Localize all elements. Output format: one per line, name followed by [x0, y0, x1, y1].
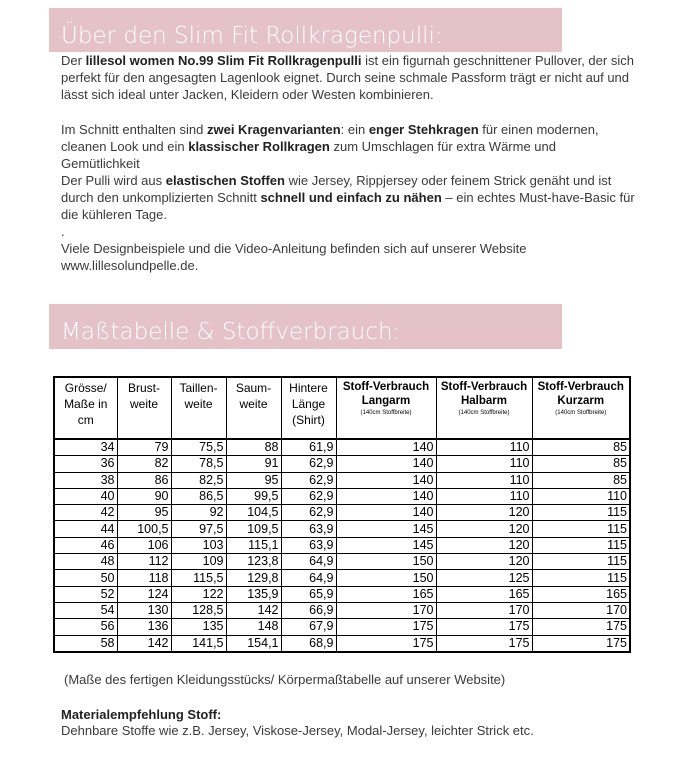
table-cell: 82: [117, 456, 171, 472]
table-cell: 165: [336, 586, 436, 602]
table-row: [54, 439, 630, 456]
table-cell: 175: [532, 635, 630, 652]
table-cell: 99,5: [226, 488, 281, 504]
fabric-text: – ein echtes Must-have-Basic für die kühleren Tage.: [61, 190, 635, 222]
table-cell: 82,5: [171, 472, 226, 488]
intro-product-name: lillesol women No.99 Slim Fit Rollkragenpulli: [85, 53, 362, 68]
table-cell: 175: [336, 635, 436, 652]
table-row: [54, 456, 630, 472]
table-cell: 48: [54, 554, 117, 570]
table-cell: 122: [171, 586, 226, 602]
table-cell: 112: [117, 554, 171, 570]
table-cell: 40: [54, 488, 117, 504]
fabric-text: Der Pulli wird aus: [61, 173, 166, 188]
table-cell: 150: [336, 554, 436, 570]
table-cell: 92: [171, 505, 226, 521]
table-cell: 62,9: [281, 488, 336, 504]
table-cell: 120: [436, 521, 532, 537]
table-cell: 100,5: [117, 521, 171, 537]
table-cell: 38: [54, 472, 117, 488]
fabric-bold: elastischen Stoffen: [165, 173, 285, 188]
table-cell: 42: [54, 505, 117, 521]
table-cell: 61,9: [281, 439, 336, 456]
table-cell: 124: [117, 586, 171, 602]
table-cell: 135,9: [226, 586, 281, 602]
table-header-cell: [226, 377, 281, 439]
table-cell: 46: [54, 537, 117, 553]
table-cell: 120: [436, 554, 532, 570]
table-cell: 62,9: [281, 456, 336, 472]
table-cell: 150: [336, 570, 436, 586]
table-cell: 175: [532, 619, 630, 635]
table-cell: 148: [226, 619, 281, 635]
variants-paragraph: [61, 121, 636, 172]
table-cell: 154,1: [226, 635, 281, 652]
table-cell: 66,9: [281, 602, 336, 618]
table-cell: 106: [117, 537, 171, 553]
table-cell: 95: [226, 472, 281, 488]
header-note: (140cm Stoffbreite): [360, 410, 412, 416]
table-footnote: (Maße des fertigen Kleidungsstücks/ Körpermaßtabelle auf unserer Website): [64, 672, 506, 687]
table-cell: 141,5: [171, 635, 226, 652]
header-label: Brust-weite: [127, 381, 160, 411]
variants-bold: klassischer Rollkragen: [188, 139, 330, 154]
table-cell: 52: [54, 586, 117, 602]
website-url: www.lillesolundpelle.de.: [61, 258, 199, 273]
table-cell: 85: [532, 472, 630, 488]
table-cell: 110: [532, 488, 630, 504]
table-cell: 110: [436, 472, 532, 488]
variants-text: Im Schnitt enthalten sind: [61, 122, 207, 137]
table-cell: 58: [54, 635, 117, 652]
table-cell: 123,8: [226, 554, 281, 570]
table-cell: 50: [54, 570, 117, 586]
table-cell: 110: [436, 488, 532, 504]
fabric-text: wie Jersey, Rippjersey oder feinem Strick genäht und ist durch den unkomplizierten Schnitt: [61, 173, 612, 205]
table-cell: 130: [117, 602, 171, 618]
table-row: [54, 488, 630, 504]
table-header-cell: [117, 377, 171, 439]
table-row: [54, 602, 630, 618]
table-cell: 120: [436, 505, 532, 521]
table-row: [54, 554, 630, 570]
table-cell: 115: [532, 505, 630, 521]
table-cell: 165: [436, 586, 532, 602]
table-cell: 170: [336, 602, 436, 618]
header-note: (140cm Stoffbreite): [555, 410, 607, 416]
variants-bold: enger Stehkragen: [368, 122, 479, 137]
table-cell: 86: [117, 472, 171, 488]
table-cell: 165: [532, 586, 630, 602]
table-row: [54, 505, 630, 521]
variants-text: : ein: [340, 122, 369, 137]
table-cell: 140: [336, 488, 436, 504]
table-header-cell: [281, 377, 336, 439]
header-label: Hintere Länge (Shirt): [289, 381, 328, 427]
table-cell: 109,5: [226, 521, 281, 537]
header-label: Stoff-Verbrauch Langarm: [342, 381, 430, 407]
table-cell: 115: [532, 537, 630, 553]
table-cell: 103: [171, 537, 226, 553]
table-cell: 120: [436, 537, 532, 553]
fabric-bold: schnell und einfach zu nähen: [260, 190, 442, 205]
table-cell: 109: [171, 554, 226, 570]
section-title-about: Über den Slim Fit Rollkragenpulli:: [49, 8, 562, 52]
table-cell: 97,5: [171, 521, 226, 537]
intro-paragraph: [61, 52, 636, 103]
table-body: [54, 439, 630, 652]
table-cell: 115: [532, 521, 630, 537]
header-label: Stoff-Verbrauch Halbarm: [440, 381, 528, 407]
table-row: [54, 570, 630, 586]
table-cell: 95: [117, 505, 171, 521]
material-title: Materialempfehlung Stoff:: [61, 707, 222, 722]
table-cell: 88: [226, 439, 281, 456]
table-cell: 170: [532, 602, 630, 618]
table-cell: 129,8: [226, 570, 281, 586]
variants-text: zum Umschlagen für extra Wärme und Gemütlichkeit: [61, 139, 556, 171]
material-text: Dehnbare Stoffe wie z.B. Jersey, Viskose-Jersey, Modal-Jersey, leichter Strick etc.: [61, 723, 534, 738]
table-cell: 115: [532, 570, 630, 586]
table-cell: 67,9: [281, 619, 336, 635]
table-cell: 140: [336, 439, 436, 456]
table-cell: 110: [436, 439, 532, 456]
table-row: [54, 521, 630, 537]
table-header-cell: [436, 377, 532, 439]
table-cell: 145: [336, 521, 436, 537]
table-cell: 136: [117, 619, 171, 635]
table-cell: 125: [436, 570, 532, 586]
table-cell: 140: [336, 456, 436, 472]
table-cell: 170: [436, 602, 532, 618]
table-cell: 56: [54, 619, 117, 635]
table-row: [54, 472, 630, 488]
fabric-paragraph: [61, 172, 636, 223]
table-row: [54, 635, 630, 652]
table-cell: 175: [436, 635, 532, 652]
table-cell: 145: [336, 537, 436, 553]
table-header-cell: [54, 377, 117, 439]
table-cell: 62,9: [281, 472, 336, 488]
table-cell: 54: [54, 602, 117, 618]
table-cell: 90: [117, 488, 171, 504]
table-row: [54, 586, 630, 602]
website-text: Viele Designbeispiele und die Video-Anleitung befinden sich auf unserer Website: [61, 241, 527, 256]
table-cell: 115,5: [171, 570, 226, 586]
variants-bold: zwei Kragenvarianten: [206, 122, 341, 137]
table-cell: 175: [436, 619, 532, 635]
table-cell: 79: [117, 439, 171, 456]
table-cell: 91: [226, 456, 281, 472]
table-cell: 68,9: [281, 635, 336, 652]
table-cell: 142: [226, 602, 281, 618]
table-cell: 75,5: [171, 439, 226, 456]
table-cell: 64,9: [281, 570, 336, 586]
header-label: Saum-weite: [235, 381, 272, 411]
table-header-row: [54, 377, 630, 439]
table-cell: 140: [336, 472, 436, 488]
intro-text: Der: [61, 53, 86, 68]
table-cell: 44: [54, 521, 117, 537]
separator-dot: .: [61, 224, 65, 239]
variants-text: für einen modernen, cleanen Look und ein: [61, 122, 599, 154]
table-cell: 85: [532, 456, 630, 472]
table-cell: 62,9: [281, 505, 336, 521]
table-cell: 78,5: [171, 456, 226, 472]
table-cell: 142: [117, 635, 171, 652]
table-cell: 175: [336, 619, 436, 635]
header-label: Stoff-Verbrauch Kurzarm: [537, 381, 624, 407]
table-cell: 86,5: [171, 488, 226, 504]
intro-text: ist ein figurnah geschnittener Pullover, der sich perfekt für den angesagten Lagenlook eignet. Durch seine schmale Passform trägt er nicht auf und lässt sich ideal unter Jacken, Kleidern oder Westen kombinieren.: [61, 53, 634, 102]
table-cell: 63,9: [281, 521, 336, 537]
table-cell: 118: [117, 570, 171, 586]
table-cell: 65,9: [281, 586, 336, 602]
table-cell: 104,5: [226, 505, 281, 521]
table-cell: 85: [532, 439, 630, 456]
table-cell: 63,9: [281, 537, 336, 553]
table-cell: 140: [336, 505, 436, 521]
table-row: [54, 619, 630, 635]
table-row: [54, 537, 630, 553]
table-cell: 128,5: [171, 602, 226, 618]
header-label: Grösse/ Maße in cm: [64, 381, 108, 427]
table-header-cell: [171, 377, 226, 439]
table-cell: 115: [532, 554, 630, 570]
section-title-size-table: Maßtabelle & Stoffverbrauch:: [49, 304, 562, 349]
table-cell: 110: [436, 456, 532, 472]
table-cell: 135: [171, 619, 226, 635]
table-header-cell: [336, 377, 436, 439]
table-cell: 115,1: [226, 537, 281, 553]
header-label: Taillen-weite: [179, 381, 218, 411]
table-cell: 64,9: [281, 554, 336, 570]
table-header-cell: [532, 377, 630, 439]
size-table: [53, 376, 631, 653]
table-cell: 36: [54, 456, 117, 472]
header-note: (140cm Stoffbreite): [458, 410, 510, 416]
table-cell: 34: [54, 439, 117, 456]
